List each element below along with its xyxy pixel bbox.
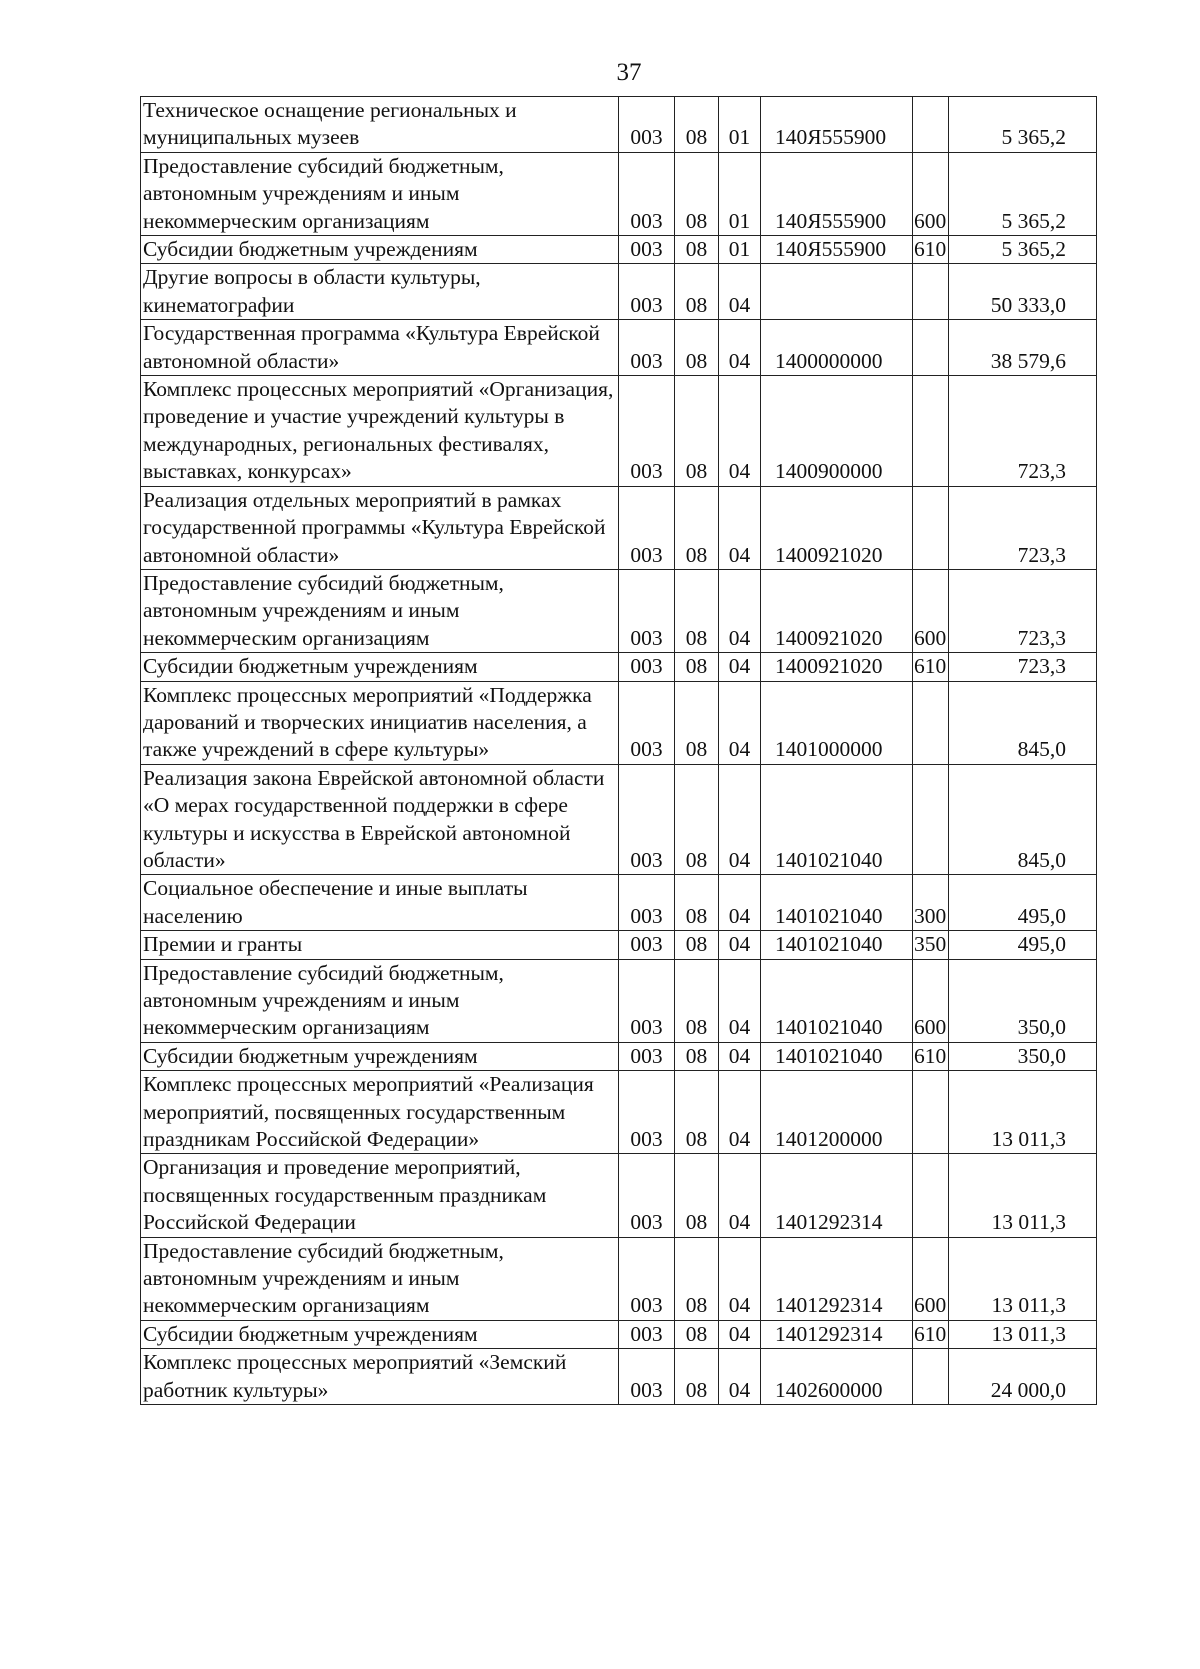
cell-subsection: 04 [719, 569, 761, 652]
cell-expense-type: 350 [913, 931, 949, 959]
table-row [141, 1320, 1097, 1348]
cell-name: Техническое оснащение региональных и муниципальных музеев [141, 97, 619, 153]
cell-subsection: 04 [719, 1237, 761, 1320]
table-row [141, 486, 1097, 569]
cell-target-article: 1401021040 [761, 875, 913, 931]
cell-subsection: 04 [719, 320, 761, 376]
cell-target-article: 1401292314 [761, 1237, 913, 1320]
cell-expense-type [913, 320, 949, 376]
cell-target-article: 1401021040 [761, 1042, 913, 1070]
cell-target-article: 1400921020 [761, 486, 913, 569]
cell-subsection: 04 [719, 486, 761, 569]
cell-subsection: 01 [719, 97, 761, 153]
cell-amount: 13 011,3 [949, 1071, 1097, 1154]
table-row [141, 1071, 1097, 1154]
table-row [141, 681, 1097, 764]
cell-subsection: 04 [719, 1154, 761, 1237]
cell-amount: 5 365,2 [949, 236, 1097, 264]
cell-grbs: 003 [619, 1042, 675, 1070]
cell-section: 08 [675, 1320, 719, 1348]
cell-expense-type: 300 [913, 875, 949, 931]
cell-subsection: 04 [719, 1042, 761, 1070]
table-row [141, 931, 1097, 959]
cell-name: Другие вопросы в области культуры, кинематографии [141, 264, 619, 320]
table-body [141, 97, 1097, 1405]
cell-target-article: 1400921020 [761, 569, 913, 652]
cell-grbs: 003 [619, 264, 675, 320]
cell-section: 08 [675, 1154, 719, 1237]
cell-section: 08 [675, 236, 719, 264]
cell-grbs: 003 [619, 1237, 675, 1320]
cell-expense-type [913, 681, 949, 764]
cell-grbs: 003 [619, 1349, 675, 1405]
cell-name: Реализация закона Еврейской автономной области «О мерах государственной поддержки в сфере культуры и искусства в Еврейской автономной области» [141, 764, 619, 875]
cell-target-article: 140Я555900 [761, 97, 913, 153]
cell-target-article: 1401021040 [761, 959, 913, 1042]
cell-grbs: 003 [619, 152, 675, 235]
cell-expense-type [913, 1071, 949, 1154]
cell-expense-type: 600 [913, 1237, 949, 1320]
cell-grbs: 003 [619, 236, 675, 264]
cell-grbs: 003 [619, 931, 675, 959]
cell-section: 08 [675, 1042, 719, 1070]
cell-section: 08 [675, 875, 719, 931]
cell-name: Государственная программа «Культура Еврейской автономной области» [141, 320, 619, 376]
cell-target-article: 1402600000 [761, 1349, 913, 1405]
cell-expense-type [913, 97, 949, 153]
cell-name: Субсидии бюджетным учреждениям [141, 653, 619, 681]
cell-section: 08 [675, 1237, 719, 1320]
cell-amount: 50 333,0 [949, 264, 1097, 320]
cell-grbs: 003 [619, 1320, 675, 1348]
cell-section: 08 [675, 486, 719, 569]
cell-section: 08 [675, 376, 719, 487]
cell-subsection: 04 [719, 376, 761, 487]
cell-amount: 845,0 [949, 681, 1097, 764]
cell-subsection: 01 [719, 152, 761, 235]
cell-amount: 723,3 [949, 653, 1097, 681]
budget-table [140, 96, 1097, 1405]
cell-expense-type: 600 [913, 959, 949, 1042]
cell-amount: 5 365,2 [949, 97, 1097, 153]
cell-target-article: 1401292314 [761, 1154, 913, 1237]
cell-amount: 495,0 [949, 931, 1097, 959]
table-row [141, 569, 1097, 652]
cell-subsection: 04 [719, 875, 761, 931]
cell-grbs: 003 [619, 959, 675, 1042]
cell-target-article: 1401021040 [761, 931, 913, 959]
cell-section: 08 [675, 569, 719, 652]
cell-name: Предоставление субсидий бюджетным, автономным учреждениям и иным некоммерческим организациям [141, 152, 619, 235]
table-row [141, 1154, 1097, 1237]
cell-expense-type: 610 [913, 236, 949, 264]
table-row [141, 152, 1097, 235]
cell-section: 08 [675, 152, 719, 235]
table-row [141, 1042, 1097, 1070]
table-row [141, 264, 1097, 320]
cell-subsection: 04 [719, 959, 761, 1042]
cell-expense-type: 610 [913, 1042, 949, 1070]
cell-target-article [761, 264, 913, 320]
cell-grbs: 003 [619, 681, 675, 764]
cell-target-article: 1400900000 [761, 376, 913, 487]
cell-section: 08 [675, 320, 719, 376]
cell-amount: 723,3 [949, 569, 1097, 652]
cell-expense-type [913, 1154, 949, 1237]
table-row [141, 236, 1097, 264]
cell-grbs: 003 [619, 1154, 675, 1237]
table-row [141, 97, 1097, 153]
cell-section: 08 [675, 764, 719, 875]
cell-amount: 723,3 [949, 486, 1097, 569]
cell-amount: 723,3 [949, 376, 1097, 487]
cell-grbs: 003 [619, 1071, 675, 1154]
cell-amount: 24 000,0 [949, 1349, 1097, 1405]
table-row [141, 653, 1097, 681]
cell-name: Социальное обеспечение и иные выплаты населению [141, 875, 619, 931]
cell-amount: 38 579,6 [949, 320, 1097, 376]
cell-expense-type [913, 486, 949, 569]
cell-name: Предоставление субсидий бюджетным, автономным учреждениям и иным некоммерческим организациям [141, 569, 619, 652]
cell-grbs: 003 [619, 653, 675, 681]
page-number: 37 [616, 59, 642, 86]
cell-subsection: 04 [719, 681, 761, 764]
table-row [141, 764, 1097, 875]
table-row [141, 376, 1097, 487]
cell-grbs: 003 [619, 764, 675, 875]
cell-target-article: 1401292314 [761, 1320, 913, 1348]
cell-subsection: 04 [719, 1071, 761, 1154]
cell-amount: 13 011,3 [949, 1320, 1097, 1348]
cell-expense-type [913, 1349, 949, 1405]
cell-section: 08 [675, 97, 719, 153]
table-row [141, 320, 1097, 376]
cell-amount: 495,0 [949, 875, 1097, 931]
cell-section: 08 [675, 931, 719, 959]
cell-name: Субсидии бюджетным учреждениям [141, 236, 619, 264]
cell-amount: 350,0 [949, 959, 1097, 1042]
cell-target-article: 1401200000 [761, 1071, 913, 1154]
cell-name: Комплекс процессных мероприятий «Реализация мероприятий, посвященных государственным праздникам Российской Федерации» [141, 1071, 619, 1154]
cell-grbs: 003 [619, 376, 675, 487]
cell-subsection: 04 [719, 764, 761, 875]
cell-subsection: 04 [719, 1349, 761, 1405]
cell-section: 08 [675, 1349, 719, 1405]
cell-name: Субсидии бюджетным учреждениям [141, 1042, 619, 1070]
cell-amount: 845,0 [949, 764, 1097, 875]
cell-amount: 5 365,2 [949, 152, 1097, 235]
cell-amount: 350,0 [949, 1042, 1097, 1070]
cell-expense-type: 600 [913, 152, 949, 235]
cell-section: 08 [675, 681, 719, 764]
cell-expense-type [913, 764, 949, 875]
cell-expense-type: 610 [913, 653, 949, 681]
cell-section: 08 [675, 264, 719, 320]
cell-name: Премии и гранты [141, 931, 619, 959]
cell-expense-type: 610 [913, 1320, 949, 1348]
cell-expense-type [913, 264, 949, 320]
cell-target-article: 1400921020 [761, 653, 913, 681]
cell-target-article: 140Я555900 [761, 236, 913, 264]
table-row [141, 959, 1097, 1042]
cell-expense-type: 600 [913, 569, 949, 652]
table-row [141, 1349, 1097, 1405]
cell-section: 08 [675, 959, 719, 1042]
table-row [141, 875, 1097, 931]
cell-subsection: 04 [719, 1320, 761, 1348]
cell-target-article: 1401000000 [761, 681, 913, 764]
cell-name: Комплекс процессных мероприятий «Организация, проведение и участие учреждений культуры в международных, региональных фестивалях, выставках, конкурсах» [141, 376, 619, 487]
cell-section: 08 [675, 653, 719, 681]
cell-amount: 13 011,3 [949, 1237, 1097, 1320]
cell-grbs: 003 [619, 875, 675, 931]
cell-target-article: 140Я555900 [761, 152, 913, 235]
cell-subsection: 04 [719, 931, 761, 959]
cell-name: Предоставление субсидий бюджетным, автономным учреждениям и иным некоммерческим организациям [141, 1237, 619, 1320]
cell-name: Реализация отдельных мероприятий в рамках государственной программы «Культура Еврейской автономной области» [141, 486, 619, 569]
cell-section: 08 [675, 1071, 719, 1154]
cell-subsection: 01 [719, 236, 761, 264]
cell-grbs: 003 [619, 569, 675, 652]
cell-grbs: 003 [619, 97, 675, 153]
cell-name: Комплекс процессных мероприятий «Поддержка дарований и творческих инициатив населения, а также учреждений в сфере культуры» [141, 681, 619, 764]
cell-name: Организация и проведение мероприятий, посвященных государственным праздникам Российской Федерации [141, 1154, 619, 1237]
cell-target-article: 1400000000 [761, 320, 913, 376]
cell-amount: 13 011,3 [949, 1154, 1097, 1237]
cell-grbs: 003 [619, 486, 675, 569]
cell-name: Комплекс процессных мероприятий «Земский работник культуры» [141, 1349, 619, 1405]
cell-subsection: 04 [719, 264, 761, 320]
cell-target-article: 1401021040 [761, 764, 913, 875]
cell-grbs: 003 [619, 320, 675, 376]
cell-name: Предоставление субсидий бюджетным, автономным учреждениям и иным некоммерческим организациям [141, 959, 619, 1042]
cell-expense-type [913, 376, 949, 487]
cell-subsection: 04 [719, 653, 761, 681]
table-row [141, 1237, 1097, 1320]
cell-name: Субсидии бюджетным учреждениям [141, 1320, 619, 1348]
